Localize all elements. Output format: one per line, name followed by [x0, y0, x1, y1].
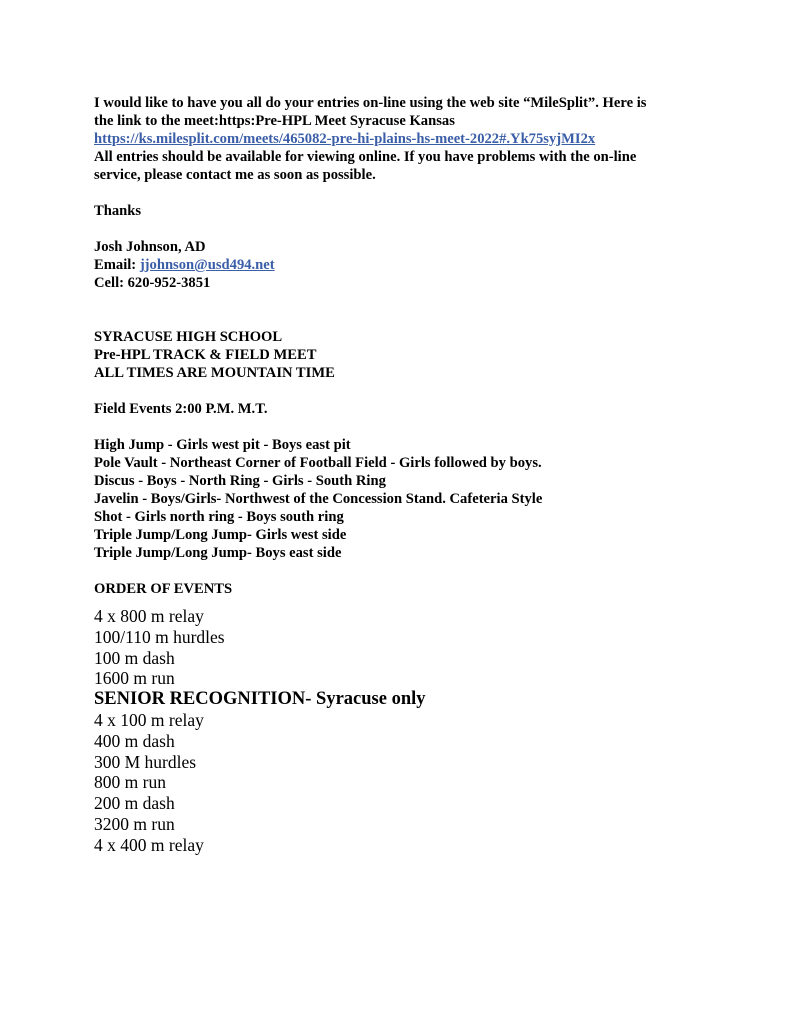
order-event-item: 4 x 100 m relay	[94, 709, 204, 730]
order-event-item: 400 m dash	[94, 730, 175, 751]
order-event-item: 200 m dash	[94, 793, 175, 814]
document-body	[94, 94, 734, 856]
order-event-item: 4 x 800 m relay	[94, 606, 204, 626]
field-event-item: Triple Jump/Long Jump- Boys east side	[94, 545, 342, 561]
order-event-item: 1600 m run	[94, 668, 175, 689]
intro-line-1: I would like to have you all do your entries on-line using the web site “MileSplit”. Here is	[94, 95, 647, 111]
school-name: SYRACUSE HIGH SCHOOL	[94, 329, 283, 345]
order-event-item: 100 m dash	[94, 647, 175, 668]
field-event-item: Pole Vault - Northeast Corner of Football Field - Girls followed by boys.	[94, 455, 542, 471]
field-event-item: High Jump - Girls west pit - Boys east pit	[94, 437, 351, 453]
contact-email-row	[94, 256, 734, 274]
intro-line-3: All entries should be available for viewing online. If you have problems with the on-line	[94, 149, 637, 165]
order-events-list	[94, 606, 734, 856]
order-title: ORDER OF EVENTS	[94, 581, 233, 597]
order-event-item: 100/110 m hurdles	[94, 626, 225, 647]
contact-cell: Cell: 620-952-3851	[94, 275, 211, 291]
field-event-item: Shot - Girls north ring - Boys south ring	[94, 509, 344, 525]
order-event-item: 300 M hurdles	[94, 751, 197, 772]
meet-name: Pre-HPL TRACK & FIELD MEET	[94, 347, 317, 363]
field-event-item: Javelin - Boys/Girls- Northwest of the Concession Stand. Cafeteria Style	[94, 491, 543, 507]
field-events-list	[94, 436, 734, 562]
field-event-item: Discus - Boys - North Ring - Girls - South Ring	[94, 473, 386, 489]
email-label: Email:	[94, 257, 140, 273]
times-note: ALL TIMES ARE MOUNTAIN TIME	[94, 365, 335, 381]
senior-recognition-item: SENIOR RECOGNITION- Syracuse only	[94, 689, 426, 710]
order-event-item: 4 x 400 m relay	[94, 834, 204, 855]
intro-line-2: the link to the meet:https:Pre-HPL Meet Syracuse Kansas	[94, 113, 455, 129]
email-link[interactable]: jjohnson@usd494.net	[139, 257, 275, 273]
order-event-item: 800 m run	[94, 772, 166, 793]
intro-line-4: service, please contact me as soon as possible.	[94, 167, 376, 183]
field-event-item: Triple Jump/Long Jump- Girls west side	[94, 527, 347, 543]
contact-name: Josh Johnson, AD	[94, 239, 206, 255]
order-event-item: 3200 m run	[94, 813, 175, 834]
meet-link[interactable]: https://ks.milesplit.com/meets/465082-pre-hi-plains-hs-meet-2022#.Yk75syjMI2x	[94, 131, 596, 147]
thanks-text: Thanks	[94, 203, 142, 219]
field-events-title: Field Events 2:00 P.M. M.T.	[94, 401, 268, 417]
